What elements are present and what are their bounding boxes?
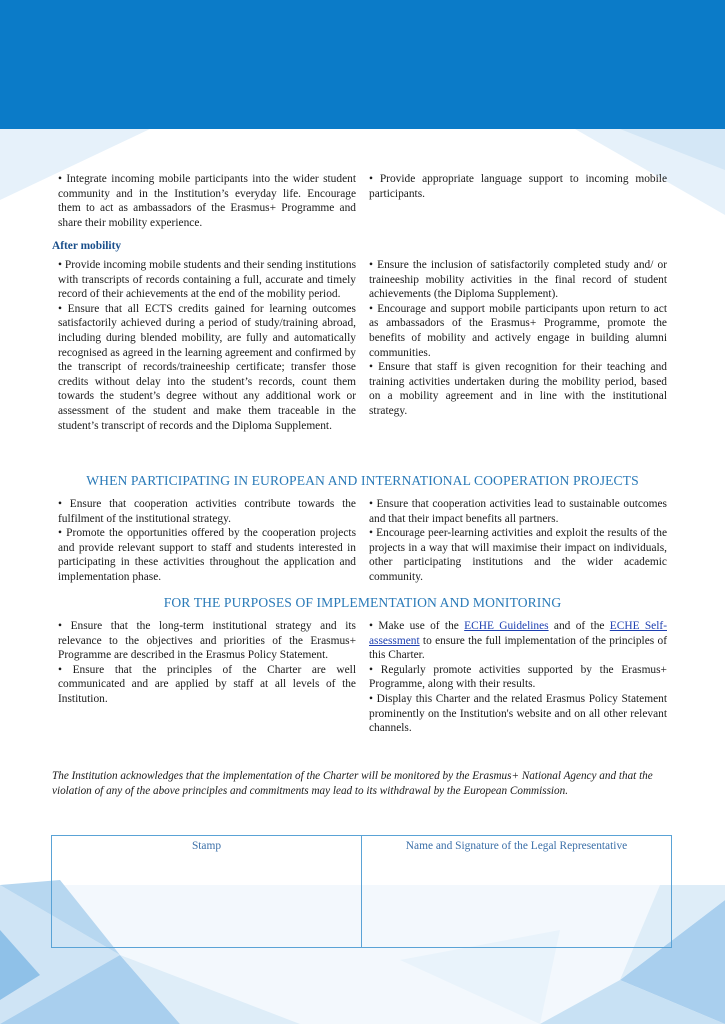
bullet-paragraph: • Display this Charter and the related Erasmus Policy Statement prominently on the Institution's website and on all other relevant channels. [369,692,667,735]
cooperation-right-column [369,497,667,585]
bullet-paragraph: • Provide incoming mobile students and their sending institutions with transcripts of records containing a full, accurate and timely record of their achievements at the end of the mobility period. [58,259,356,301]
text-fragment: • Make use of the [369,620,465,632]
bullet-paragraph: • Ensure that all ECTS credits gained for learning outcomes satisfactorily achieved during a period of study/training abroad, including during blended mobility, are fully and automatically recognised as agreed in the learning agreement and confirmed by the transcript of records/traineeship certificate; transfer those credits without delay into the student’s records, count them towards the student’s degree without any additional work or assessment of the student and make them traceable in the student’s transcript of records and the Diploma Supplement. [58,302,356,432]
stamp-cell [52,836,361,947]
implementation-right-column [369,619,667,736]
during-left-column [58,172,356,230]
eche-self-assessment-link[interactable]: ECHE Self-assessment [369,620,667,647]
signature-cell [361,836,671,947]
bullet-paragraph: • Regularly promote activities supported by the Erasmus+ Programme, along with their results. [369,663,667,691]
bullet-paragraph: • Ensure that cooperation activities lead to sustainable outcomes and that their impact benefits all partners. [369,498,667,525]
bullet-paragraph: • Encourage and support mobile participants upon return to act as ambassadors of the Erasmus+ Programme, promote the benefits of mobility and actively engage in building alumni communities. [369,302,667,359]
acknowledgement-note: The Institution acknowledges that the implementation of the Charter will be monitored by the Erasmus+ National Agency and that the violation of any of the above principles and commitments may lead to its withdrawal by the European Commission. [52,770,653,798]
text-fragment: to ensure the full implementation of the principles of this Charter. [369,634,667,662]
bullet-paragraph: • Ensure that the principles of the Charter are well communicated and are applied by staff at all levels of the Institution. [58,663,356,705]
signature-table [51,835,672,948]
signature-label: Name and Signature of the Legal Representative [405,840,628,852]
bullet-paragraph: • Ensure the inclusion of satisfactorily completed study and/ or traineeship mobility activities in the final record of student achievements (the Diploma Supplement). [369,259,667,301]
bullet-paragraph-with-links [369,619,667,663]
bullet-paragraph: • Encourage peer-learning activities and exploit the results of the projects in a way that will maximise their impact on individuals, other participating institutions and the wider academic community. [369,527,667,583]
bullet-paragraph: • Ensure that staff is given recognition for their teaching and training activities undertaken during the mobility period, based on a mobility agreement and in line with the institutional strategy. [369,361,667,417]
implementation-heading: FOR THE PURPOSES OF IMPLEMENTATION AND MONITORING [163,595,562,610]
implementation-left-column [58,619,356,707]
after-mobility-title: After mobility [52,240,122,252]
after-left-column [58,258,356,433]
bullet-paragraph: • Ensure that the long-term institutional strategy and its relevance to the objectives and priorities of the Erasmus+ Programme are described in the Erasmus Policy Statement. [58,620,356,662]
during-right-column [369,172,667,201]
bullet-paragraph: • Provide appropriate language support to incoming mobile participants. [369,173,667,200]
bullet-paragraph: • Ensure that cooperation activities contribute towards the fulfilment of the institutional strategy. [58,498,356,525]
cooperation-left-column [58,497,356,585]
after-right-column [369,258,667,419]
eche-guidelines-link[interactable]: ECHE Guidelines [464,620,549,632]
text-fragment: and of the [548,620,610,632]
bullet-paragraph: • Promote the opportunities offered by the cooperation projects and provide relevant support to staff and students interested in participating in these activities throughout the application and implementation phase. [58,527,356,583]
stamp-label: Stamp [191,840,222,852]
cooperation-heading: WHEN PARTICIPATING IN EUROPEAN AND INTERNATIONAL COOPERATION PROJECTS [86,473,639,488]
bullet-paragraph: • Integrate incoming mobile participants into the wider student community and in the Institution’s everyday life. Encourage them to act as ambassadors of the Erasmus+ Programme and share their mobility experience. [58,173,356,229]
